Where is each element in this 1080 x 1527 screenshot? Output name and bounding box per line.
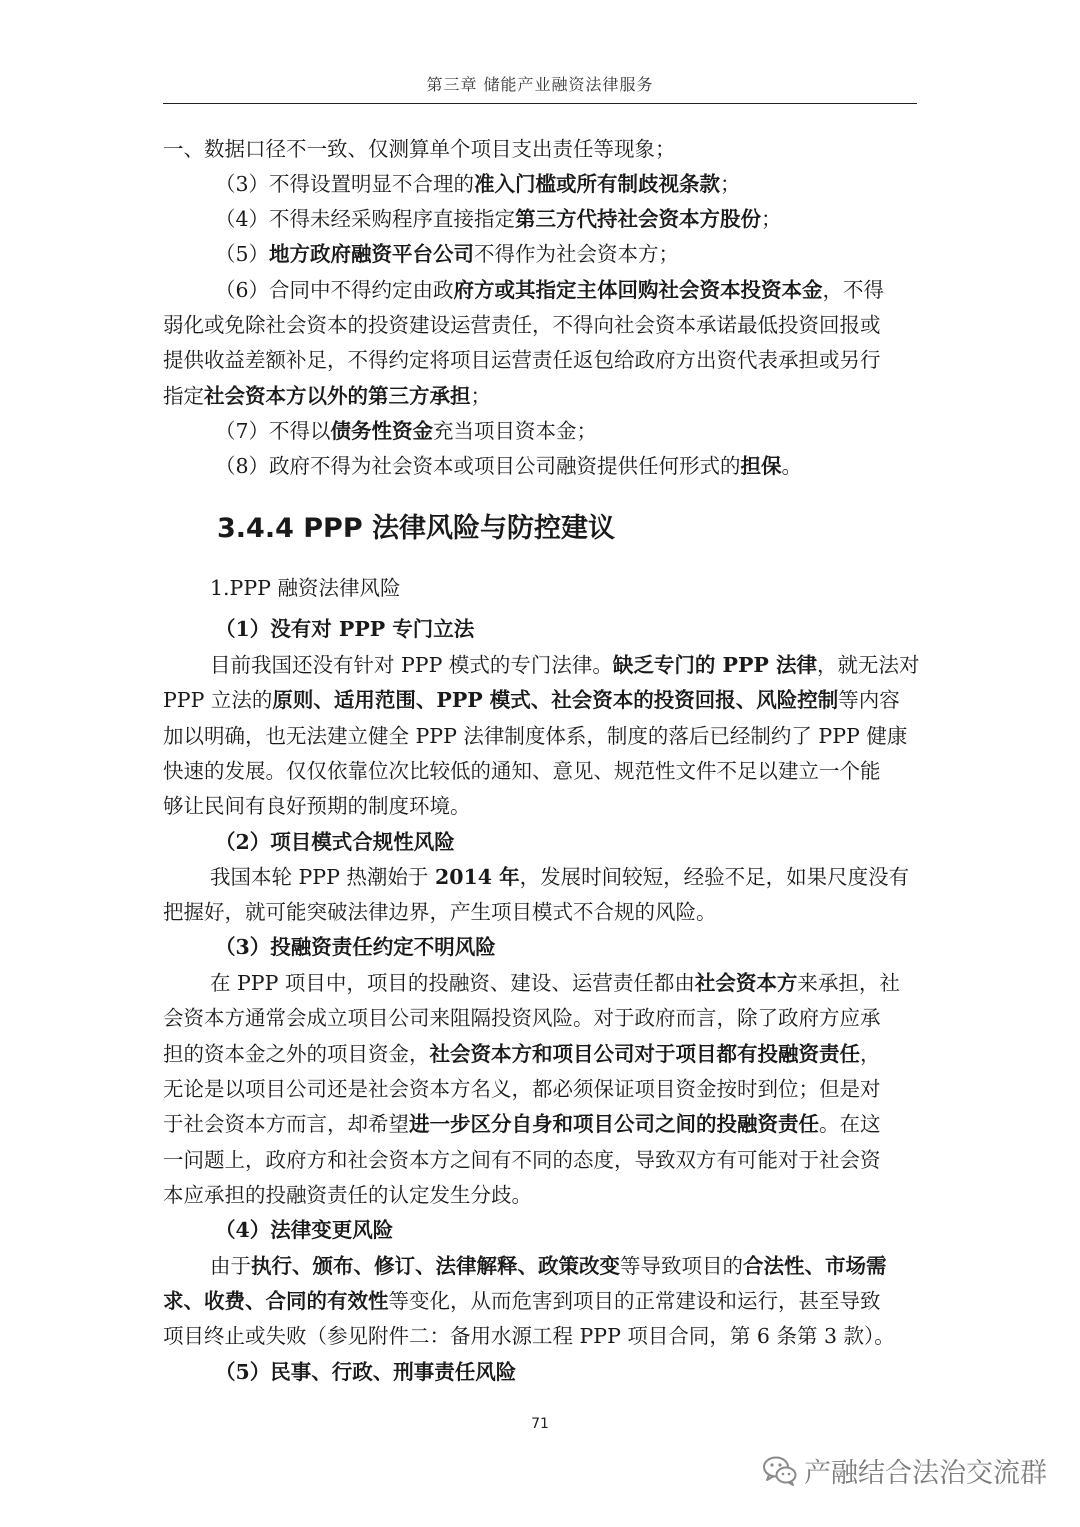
text-line: （6）合同中不得约定由政府方或其指定主体回购社会资本投资本金，不得: [215, 278, 885, 302]
section-heading: 3.4.4 PPP 法律风险与防控建议: [217, 513, 616, 544]
text-line: 加以明确，也无法建立健全 PPP 法律制度体系，制度的落后已经制约了 PPP 健康: [163, 724, 908, 748]
watermark-text: 产融结合法治交流群: [804, 1458, 1047, 1489]
text-line: 本应承担的投融资责任的认定发生分歧。: [163, 1183, 532, 1207]
text-line: 弱化或免除社会资本的投资建设运营责任，不得向社会资本承诺最低投资回报或: [163, 313, 881, 337]
text-line: 一问题上，政府方和社会资本方之间有不同的态度，导致双方有可能对于社会资: [163, 1148, 881, 1172]
page-header: 第三章 储能产业融资法律服务: [426, 75, 654, 94]
text-line: 无论是以项目公司还是社会资本方名义，都必须保证项目资金按时到位；但是对: [163, 1077, 881, 1101]
text-line: 会资本方通常会成立项目公司来阻隔投资风险。对于政府而言，除了政府方应承: [163, 1006, 881, 1030]
text-line: 把握好，就可能突破法律边界，产生项目模式不合规的风险。: [163, 900, 717, 924]
text-line: （3）不得设置明显不合理的准入门槛或所有制歧视条款；: [215, 172, 741, 196]
text-line: （4）不得未经采购程序直接指定第三方代持社会资本方股份；: [215, 207, 782, 231]
text-line: 担的资本金之外的项目资金，社会资本方和项目公司对于项目都有投融资责任，: [163, 1042, 881, 1066]
watermark: [762, 1451, 1047, 1490]
page-number: 71: [531, 1416, 549, 1432]
text-line: 由于执行、颁布、修订、法律解释、政策改变等导致项目的合法性、市场需: [210, 1254, 887, 1278]
item-heading: （3）投融资责任约定不明风险: [215, 935, 496, 959]
text-line: （5）地方政府融资平台公司不得作为社会资本方；: [215, 242, 680, 266]
text-line: 在 PPP 项目中，项目的投融资、建设、运营责任都由社会资本方来承担，社: [210, 971, 900, 995]
text-line: 一、数据口径不一致、仅测算单个项目支出责任等现象；: [163, 137, 676, 161]
item-heading: （4）法律变更风险: [215, 1218, 394, 1242]
text-line: 目前我国还没有针对 PPP 模式的专门法律。缺乏专门的 PPP 法律，就无法对: [210, 653, 920, 677]
text-line: 指定社会资本方以外的第三方承担；: [163, 384, 491, 408]
text-line: 提供收益差额补足，不得约定将项目运营责任返包给政府方出资代表承担或另行: [163, 348, 881, 372]
subsection-title: 1.PPP 融资法律风险: [210, 576, 401, 600]
item-heading: （1）没有对 PPP 专门立法: [215, 617, 475, 641]
text-line: PPP 立法的原则、适用范围、PPP 模式、社会资本的投资回报、风险控制等内容: [163, 688, 900, 712]
item-heading: （2）项目模式合规性风险: [215, 830, 455, 854]
header-divider: [163, 103, 917, 104]
text-line: （8）政府不得为社会资本或项目公司融资提供任何形式的担保。: [215, 454, 803, 478]
text-line: 我国本轮 PPP 热潮始于 2014 年，发展时间较短，经验不足，如果尺度没有: [210, 865, 910, 889]
text-line: （7）不得以债务性资金充当项目资本金；: [215, 419, 598, 443]
text-line: 于社会资本方而言，却希望进一步区分自身和项目公司之间的投融资责任。在这: [163, 1112, 881, 1136]
text-line: 求、收费、合同的有效性等变化，从而危害到项目的正常建设和运行，甚至导致: [163, 1289, 881, 1313]
text-line: 快速的发展。仅仅依靠位次比较低的通知、意见、规范性文件不足以建立一个能: [163, 759, 881, 783]
text-line: 项目终止或失败（参见附件二：备用水源工程 PPP 项目合同，第 6 条第 3 款）。: [163, 1324, 895, 1348]
text-line: 够让民间有良好预期的制度环境。: [163, 794, 471, 818]
wechat-icon: [762, 1455, 798, 1487]
item-heading: （5）民事、行政、刑事责任风险: [215, 1360, 517, 1384]
